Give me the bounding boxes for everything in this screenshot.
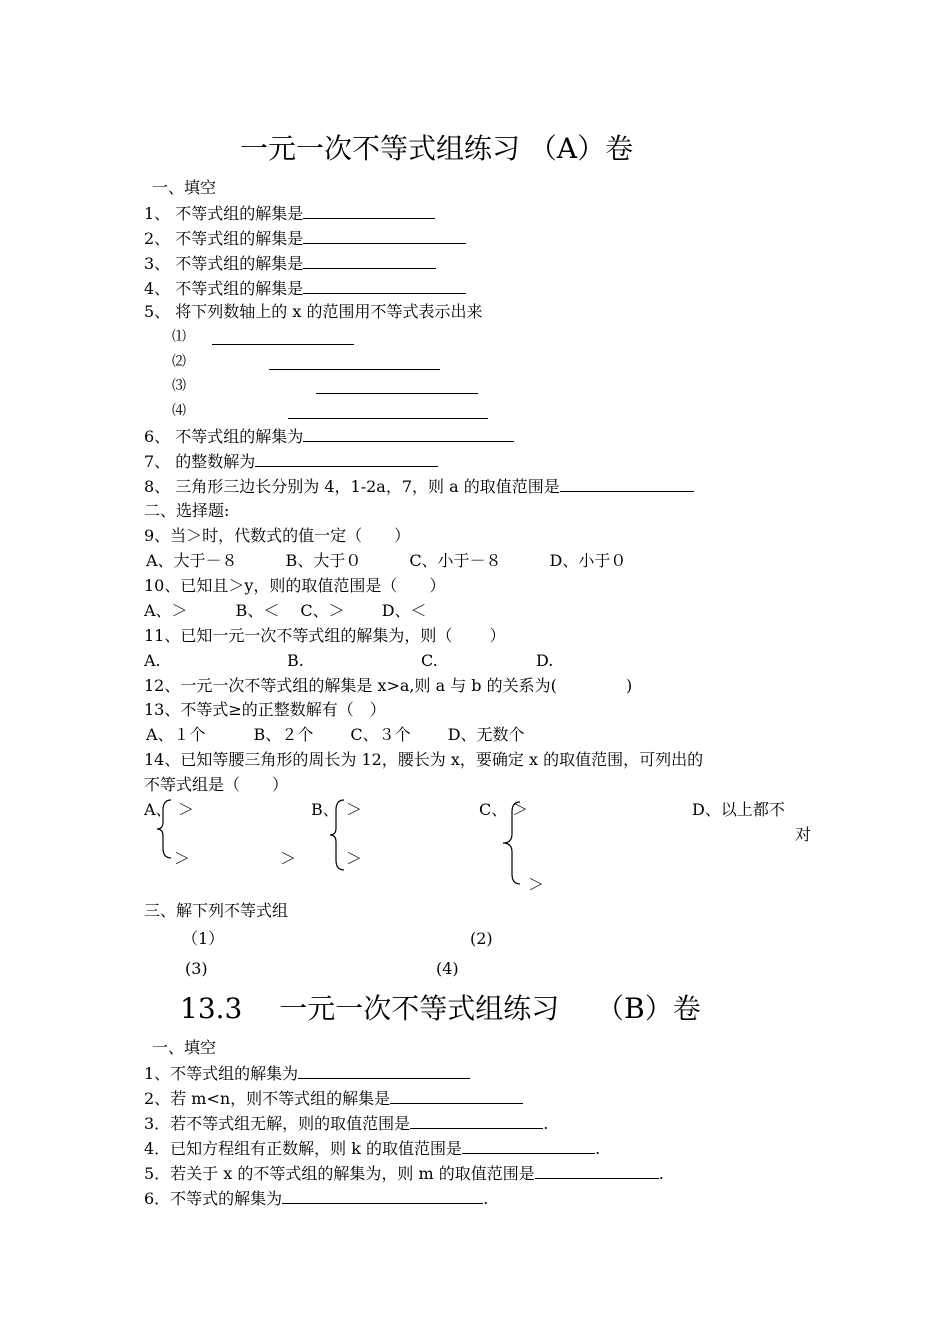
answer-blank[interactable] — [212, 329, 354, 345]
a-q14-b-sign1: ＞ — [346, 800, 363, 819]
a-q14-line2: 不等式组是（ ） — [144, 775, 289, 794]
a-section-choice: 二、选择题: — [144, 501, 230, 520]
a-q5-sub4: ⑷ — [172, 403, 186, 419]
a-q10: 10、已知且＞y，则的取值范围是（ ） — [144, 576, 446, 595]
a-q14-c-sign1: ＞ — [512, 800, 529, 819]
answer-blank[interactable] — [303, 426, 514, 442]
a-q14-a-sign1: ＞ — [178, 800, 195, 819]
a-q11-option-d: D. — [536, 651, 554, 670]
a-q1: 1、 不等式组的解集是 — [144, 203, 435, 224]
b-q2: 2、若 m<n，则不等式组的解集是 — [144, 1088, 523, 1109]
a-q14-option-d: D、以上都不 — [692, 800, 785, 819]
a-q14-option-c: C、 — [479, 800, 508, 819]
a-q5: 5、 将下列数轴上的 x 的范围用不等式表示出来 — [144, 302, 483, 321]
a-q11-option-a: A. — [144, 651, 161, 670]
b-q1: 1、不等式组的解集为 — [144, 1063, 470, 1084]
a-q6: 6、 不等式组的解集为 — [144, 426, 514, 447]
a-q5-sub1: ⑴ — [172, 329, 186, 345]
answer-blank[interactable] — [316, 378, 478, 394]
answer-blank[interactable] — [303, 203, 435, 219]
answer-blank[interactable] — [560, 476, 694, 492]
b-q6: 6．不等式的解集为 . — [144, 1189, 489, 1208]
a-q10-options: A、＞ B、＜ C、＞ D、＜ — [144, 601, 427, 620]
part-a-title: 一元一次不等式组练习 （A）卷 — [240, 132, 634, 165]
a-q9-options: A、大于－８ B、大于０ C、小于－８ D、小于０ — [146, 551, 627, 570]
a-q14-option-b: B、 — [311, 800, 339, 819]
answer-blank[interactable] — [390, 1088, 523, 1104]
a-q14-option-d-cont: 对 — [795, 825, 812, 844]
a-q4: 4、 不等式组的解集是 — [144, 278, 466, 299]
a-solve-1: （1） — [182, 929, 225, 948]
answer-blank[interactable] — [303, 228, 466, 244]
a-q13: 13、不等式≥的正整数解有（ ） — [144, 700, 386, 719]
b-q5: 5．若关于 x 的不等式组的解集为，则 m 的取值范围是 . — [144, 1164, 664, 1183]
a-solve-2: (2) — [470, 929, 493, 948]
a-q8: 8、 三角形三边长分别为 4，1-2a，7，则 a 的取值范围是 — [144, 476, 694, 497]
a-q14-b-sign2: ＞ — [346, 849, 363, 868]
a-q13-options: A、１个 B、２个 C、３个 D、无数个 — [146, 725, 525, 744]
b-section-fill: 一、填空 — [152, 1038, 217, 1057]
answer-blank[interactable] — [298, 1063, 470, 1079]
a-q5-sub2: ⑵ — [172, 354, 186, 370]
part-b-title: 13.3 一元一次不等式组练习 （B）卷 — [180, 992, 701, 1025]
answer-blank[interactable] — [269, 354, 440, 370]
a-q11-option-c: C. — [421, 651, 438, 670]
b-q4: 4．已知方程组有正数解，则 k 的取值范围是 . — [144, 1139, 601, 1158]
answer-blank[interactable] — [410, 1113, 543, 1129]
a-q12: 12、一元一次不等式组的解集是 x>a,则 a 与 b 的关系为( ) — [144, 676, 633, 695]
left-brace-icon — [155, 798, 175, 860]
a-q2: 2、 不等式组的解集是 — [144, 228, 466, 249]
a-section-fill: 一、填空 — [152, 178, 217, 197]
answer-blank[interactable] — [535, 1163, 659, 1179]
a-solve-4: (4) — [436, 959, 459, 978]
left-brace-icon — [328, 798, 348, 872]
answer-blank[interactable] — [303, 278, 466, 294]
a-q11-option-b: B. — [287, 651, 304, 670]
a-q14-line1: 14、已知等腰三角形的周长为 12，腰长为 x，要确定 x 的取值范围，可列出的 — [144, 750, 704, 769]
a-q14-a-sign2: ＞ — [174, 849, 191, 868]
a-q5-sub3: ⑶ — [172, 378, 186, 394]
answer-blank[interactable] — [282, 1188, 483, 1204]
a-section-solve: 三、解下列不等式组 — [144, 901, 289, 920]
a-q9: 9、当＞时，代数式的值一定（ ） — [144, 526, 411, 545]
a-q3: 3、 不等式组的解集是 — [144, 253, 436, 274]
a-q14-option-a: A、 — [144, 800, 172, 819]
answer-blank[interactable] — [462, 1138, 595, 1154]
a-solve-3: (3) — [185, 959, 208, 978]
answer-blank[interactable] — [255, 451, 438, 467]
a-q14-a-sign3: ＞ — [280, 849, 297, 868]
answer-blank[interactable] — [288, 403, 488, 419]
a-q14-c-sign2: ＞ — [528, 875, 545, 894]
a-q11: 11、已知一元一次不等式组的解集为，则（ ） — [144, 626, 506, 645]
answer-blank[interactable] — [303, 253, 436, 269]
a-q7: 7、 的整数解为 — [144, 451, 438, 472]
b-q3: 3．若不等式组无解，则的取值范围是 . — [144, 1114, 549, 1133]
